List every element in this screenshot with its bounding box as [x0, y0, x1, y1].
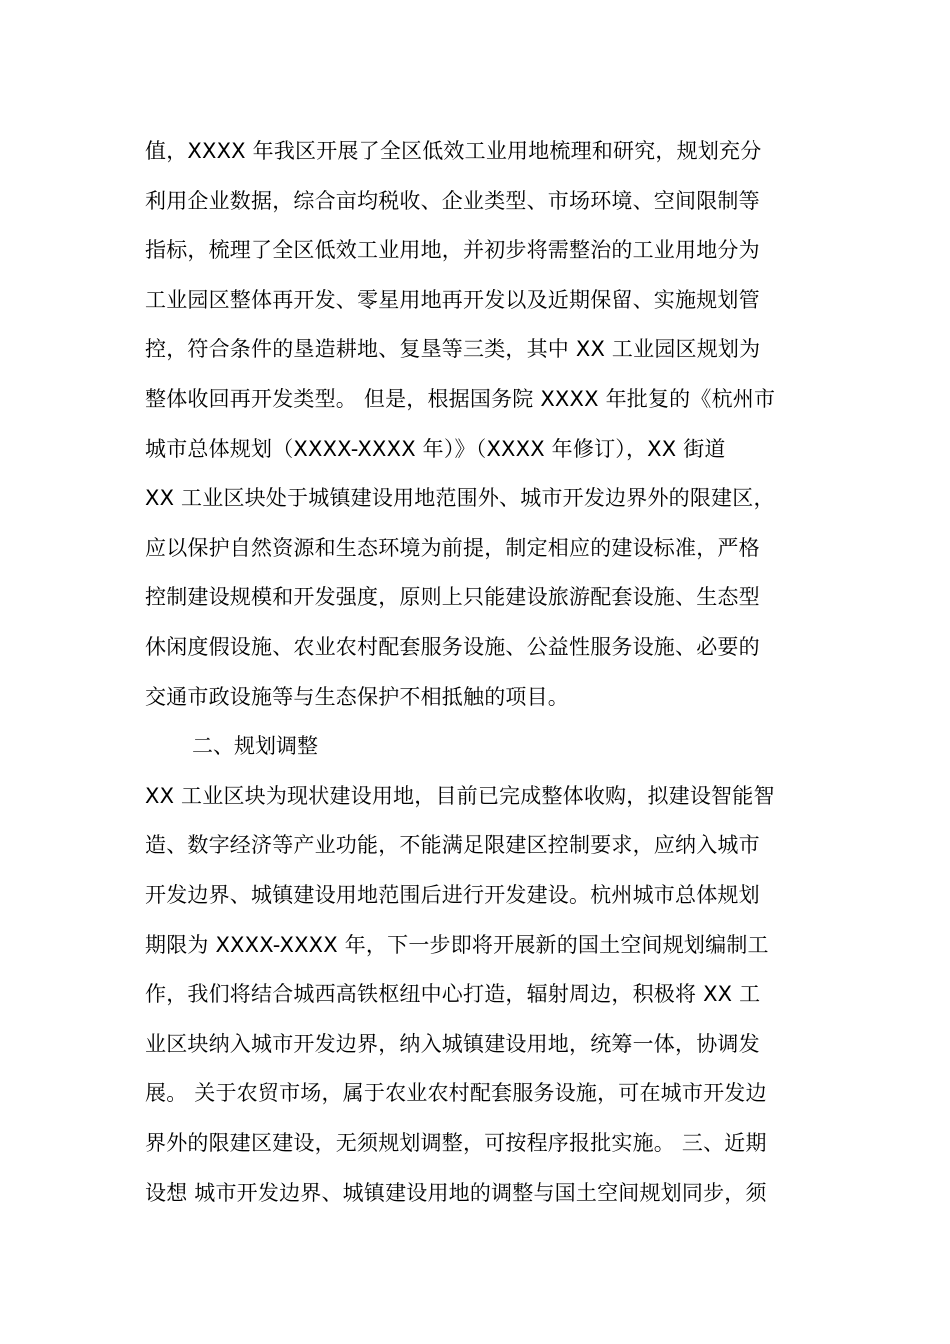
text-line: XX 工业区块为现状建设用地，目前已完成整体收购，拟建设智能智: [145, 783, 775, 808]
text-line: 展。 关于农贸市场，属于农业农村配套服务设施，可在城市开发边: [145, 1081, 767, 1106]
text-line: 期限为 XXXX-XXXX 年，下一步即将开展新的国土空间规划编制工: [145, 932, 769, 957]
text-line: 指标，梳理了全区低效工业用地，并初步将需整治的工业用地分为: [145, 238, 760, 263]
text-line: 工业园区整体再开发、零星用地再开发以及近期保留、实施规划管: [145, 287, 760, 312]
text-line: 整体收回再开发类型。 但是，根据国务院 XXXX 年批复的《杭州市: [145, 387, 776, 411]
text-line: 设想 城市开发边界、城镇建设用地的调整与国土空间规划同步，须: [145, 1180, 767, 1205]
text-line: 城市总体规划（XXXX-XXXX 年）》（XXXX 年修订），XX 街道: [145, 436, 726, 461]
text-line: 休闲度假设施、农业农村配套服务设施、公益性服务设施、必要的: [145, 635, 760, 659]
text-line: 交通市政设施等与生态保护不相抵触的项目。: [145, 684, 569, 709]
text-line: 界外的限建区建设，无须规划调整，可按程序报批实施。 三、近期: [145, 1131, 767, 1155]
text-line: 业区块纳入城市开发边界，纳入城镇建设用地，统筹一体，协调发: [145, 1031, 760, 1056]
section-heading: 二、规划调整: [192, 734, 318, 759]
text-line: 值，XXXX 年我区开展了全区低效工业用地梳理和研究，规划充分: [145, 139, 762, 163]
text-line: 作，我们将结合城西高铁枢纽中心打造，辐射周边，积极将 XX 工: [145, 982, 761, 1007]
text-line: 控制建设规模和开发强度，原则上只能建设旅游配套设施、生态型: [145, 585, 760, 610]
text-line: 利用企业数据，综合亩均税收、企业类型、市场环境、空间限制等: [145, 188, 760, 213]
text-line: 造、数字经济等产业功能，不能满足限建区控制要求，应纳入城市: [145, 833, 760, 858]
text-line: 控，符合条件的垦造耕地、复垦等三类，其中 XX 工业园区规划为: [145, 337, 761, 362]
text-line: 应以保护自然资源和生态环境为前提，制定相应的建设标准，严格: [145, 535, 760, 560]
text-line: 开发边界、城镇建设用地范围后进行开发建设。杭州城市总体规划: [145, 883, 760, 907]
text-line: XX 工业区块处于城镇建设用地范围外、城市开发边界外的限建区，: [145, 486, 775, 511]
